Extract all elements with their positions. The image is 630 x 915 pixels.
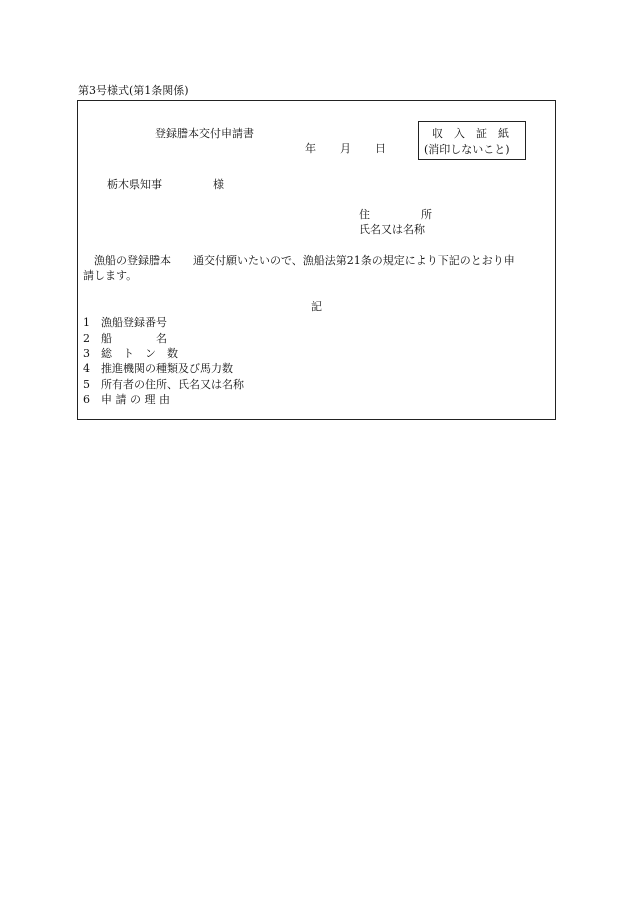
form-title: 登録謄本交付申請書 xyxy=(155,127,254,140)
item-number: 4 xyxy=(83,362,90,375)
form-number-label: 第3号様式(第1条関係) xyxy=(78,84,189,97)
revenue-stamp-title: 収 入 証 紙 xyxy=(432,127,509,140)
ki-heading: 記 xyxy=(311,300,322,313)
item-number: 6 xyxy=(83,393,90,406)
date-year-label: 年 xyxy=(305,142,316,155)
date-month-label: 月 xyxy=(340,142,351,155)
list-item xyxy=(83,394,170,405)
list-item xyxy=(83,379,244,390)
list-item xyxy=(83,363,233,374)
list-item xyxy=(83,333,167,344)
applicant-address-label-2: 所 xyxy=(421,208,432,221)
item-number: 1 xyxy=(83,316,90,329)
date-day-label: 日 xyxy=(375,142,386,155)
item-label: 申 請 の 理 由 xyxy=(101,393,170,406)
item-label: 総 ト ン 数 xyxy=(101,347,178,360)
item-label: 推進機関の種類及び馬力数 xyxy=(101,362,233,375)
recipient-name: 栃木県知事 xyxy=(107,178,162,191)
request-text-line-2: 請します。 xyxy=(83,269,138,282)
applicant-address-label: 住 xyxy=(359,208,370,221)
item-number: 5 xyxy=(83,378,90,391)
item-label: 所有者の住所、氏名又は名称 xyxy=(101,378,244,391)
item-number: 2 xyxy=(83,332,90,345)
item-label: 漁船登録番号 xyxy=(101,316,167,329)
applicant-name-label: 氏名又は名称 xyxy=(359,223,425,236)
item-number: 3 xyxy=(83,347,90,360)
item-label: 船 名 xyxy=(101,332,167,345)
list-item xyxy=(83,348,178,359)
recipient-honorific: 様 xyxy=(213,178,224,191)
list-item xyxy=(83,317,167,328)
request-text-line-1: 漁船の登録謄本 通交付願いたいので、漁船法第21条の規定により下記のとおり申 xyxy=(94,254,515,267)
revenue-stamp-note: (消印しないこと) xyxy=(424,143,510,156)
